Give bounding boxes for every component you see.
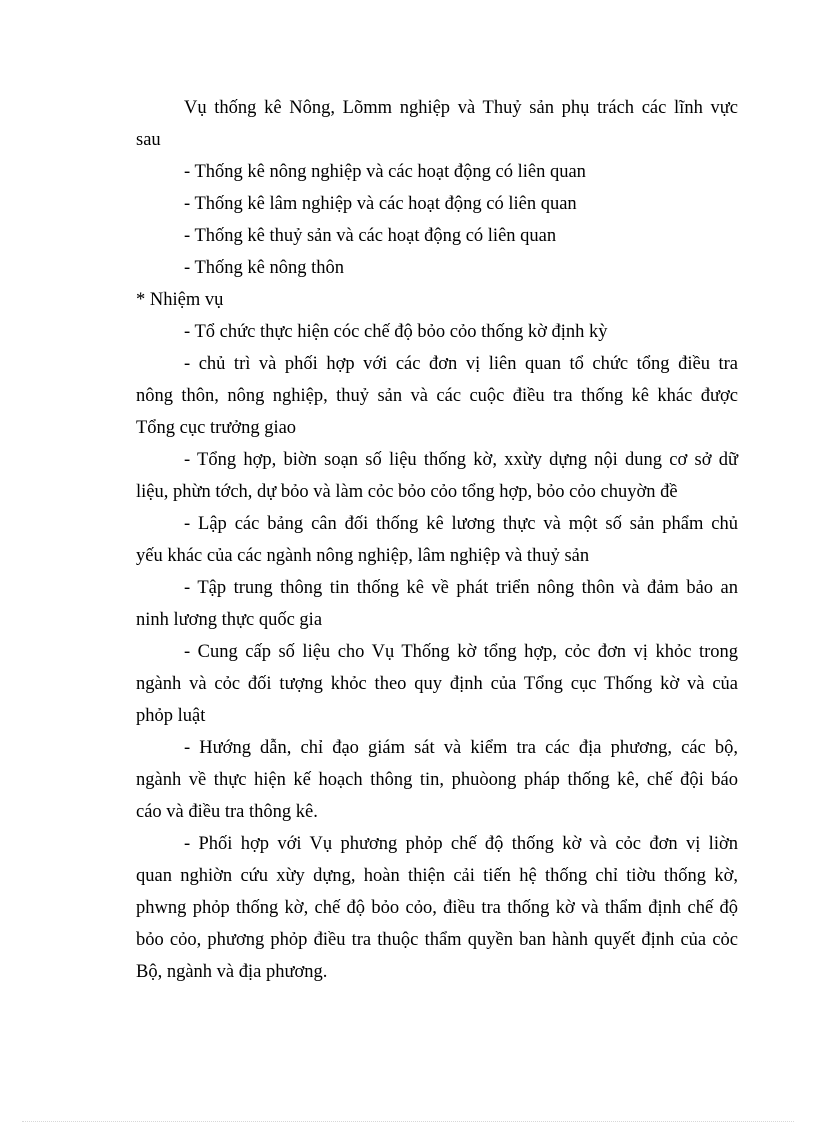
text-line: Tổng cục trưởng giao	[136, 418, 297, 438]
text-line: - Thống kê nông nghiệp và các hoạt động có liên quan	[184, 162, 586, 182]
text-line: liệu, phừn tớch, dự bỏo và làm cỏc bỏo cỏo tổng hợp, bỏo cỏo chuyờn đề	[136, 482, 678, 502]
text-line: - Tổ chức thực hiện cóc chế độ bỏo cỏo thống kờ định kỳ	[184, 322, 608, 342]
page-bottom-divider	[22, 1121, 794, 1122]
text-line: Vụ thống kê Nông, Lõmm nghiệp và Thuỷ sản phụ trách các lĩnh vực	[184, 98, 738, 118]
text-line: cáo và điều tra thông kê.	[136, 802, 318, 822]
text-line: - Lập các bảng cân đối thống kê lương thực và một số sản phẩm chủ	[184, 514, 738, 534]
text-line: yếu khác của các ngành nông nghiệp, lâm nghiệp và thuỷ sản	[136, 546, 590, 566]
text-line: phwng phỏp thống kờ, chế độ bỏo cỏo, điều tra thống kờ và thẩm định chế độ	[136, 898, 738, 918]
text-line: - Tập trung thông tin thống kê về phát triển nông thôn và đảm bảo an	[184, 578, 738, 598]
text-line: nông thôn, nông nghiệp, thuỷ sản và các cuộc điều tra thống kê khác được	[136, 386, 738, 406]
text-line: phỏp luật	[136, 706, 206, 726]
text-line: - Thống kê nông thôn	[184, 258, 344, 278]
text-line: * Nhiệm vụ	[136, 290, 224, 310]
text-line: ninh lương thực quốc gia	[136, 610, 323, 630]
text-line: quan nghiờn cứu xừy dựng, hoàn thiện cải tiến hệ thống chỉ tiờu thống kờ,	[136, 866, 738, 886]
text-line: - Thống kê lâm nghiệp và các hoạt động có liên quan	[184, 194, 577, 214]
text-line: ngành và cỏc đối tượng khỏc theo quy định của Tổng cục Thống kờ và của	[136, 674, 738, 694]
text-line: - Tổng hợp, biờn soạn số liệu thống kờ, xxừy dựng nội dung cơ sở dữ	[184, 450, 738, 470]
text-line: Bộ, ngành và địa phương.	[136, 962, 328, 982]
text-line: - Phối hợp với Vụ phương phỏp chế độ thống kờ và cỏc đơn vị liờn	[184, 834, 738, 854]
text-line: sau	[136, 130, 161, 150]
document-body	[136, 92, 738, 988]
text-line: - chủ trì và phối hợp với các đơn vị liên quan tổ chức tổng điều tra	[184, 354, 738, 374]
text-line: - Hướng dẫn, chỉ đạo giám sát và kiểm tra các địa phương, các bộ,	[184, 738, 738, 758]
text-line: bỏo cỏo, phương phỏp điều tra thuộc thẩm quyền ban hành quyết định của cỏc	[136, 930, 738, 950]
text-line: ngành về thực hiện kế hoạch thông tin, phuòong pháp thống kê, chế đội báo	[136, 770, 738, 790]
text-line: - Thống kê thuỷ sản và các hoạt động có liên quan	[184, 226, 557, 246]
text-line: - Cung cấp số liệu cho Vụ Thống kờ tổng hợp, cỏc đơn vị khỏc trong	[184, 642, 738, 662]
